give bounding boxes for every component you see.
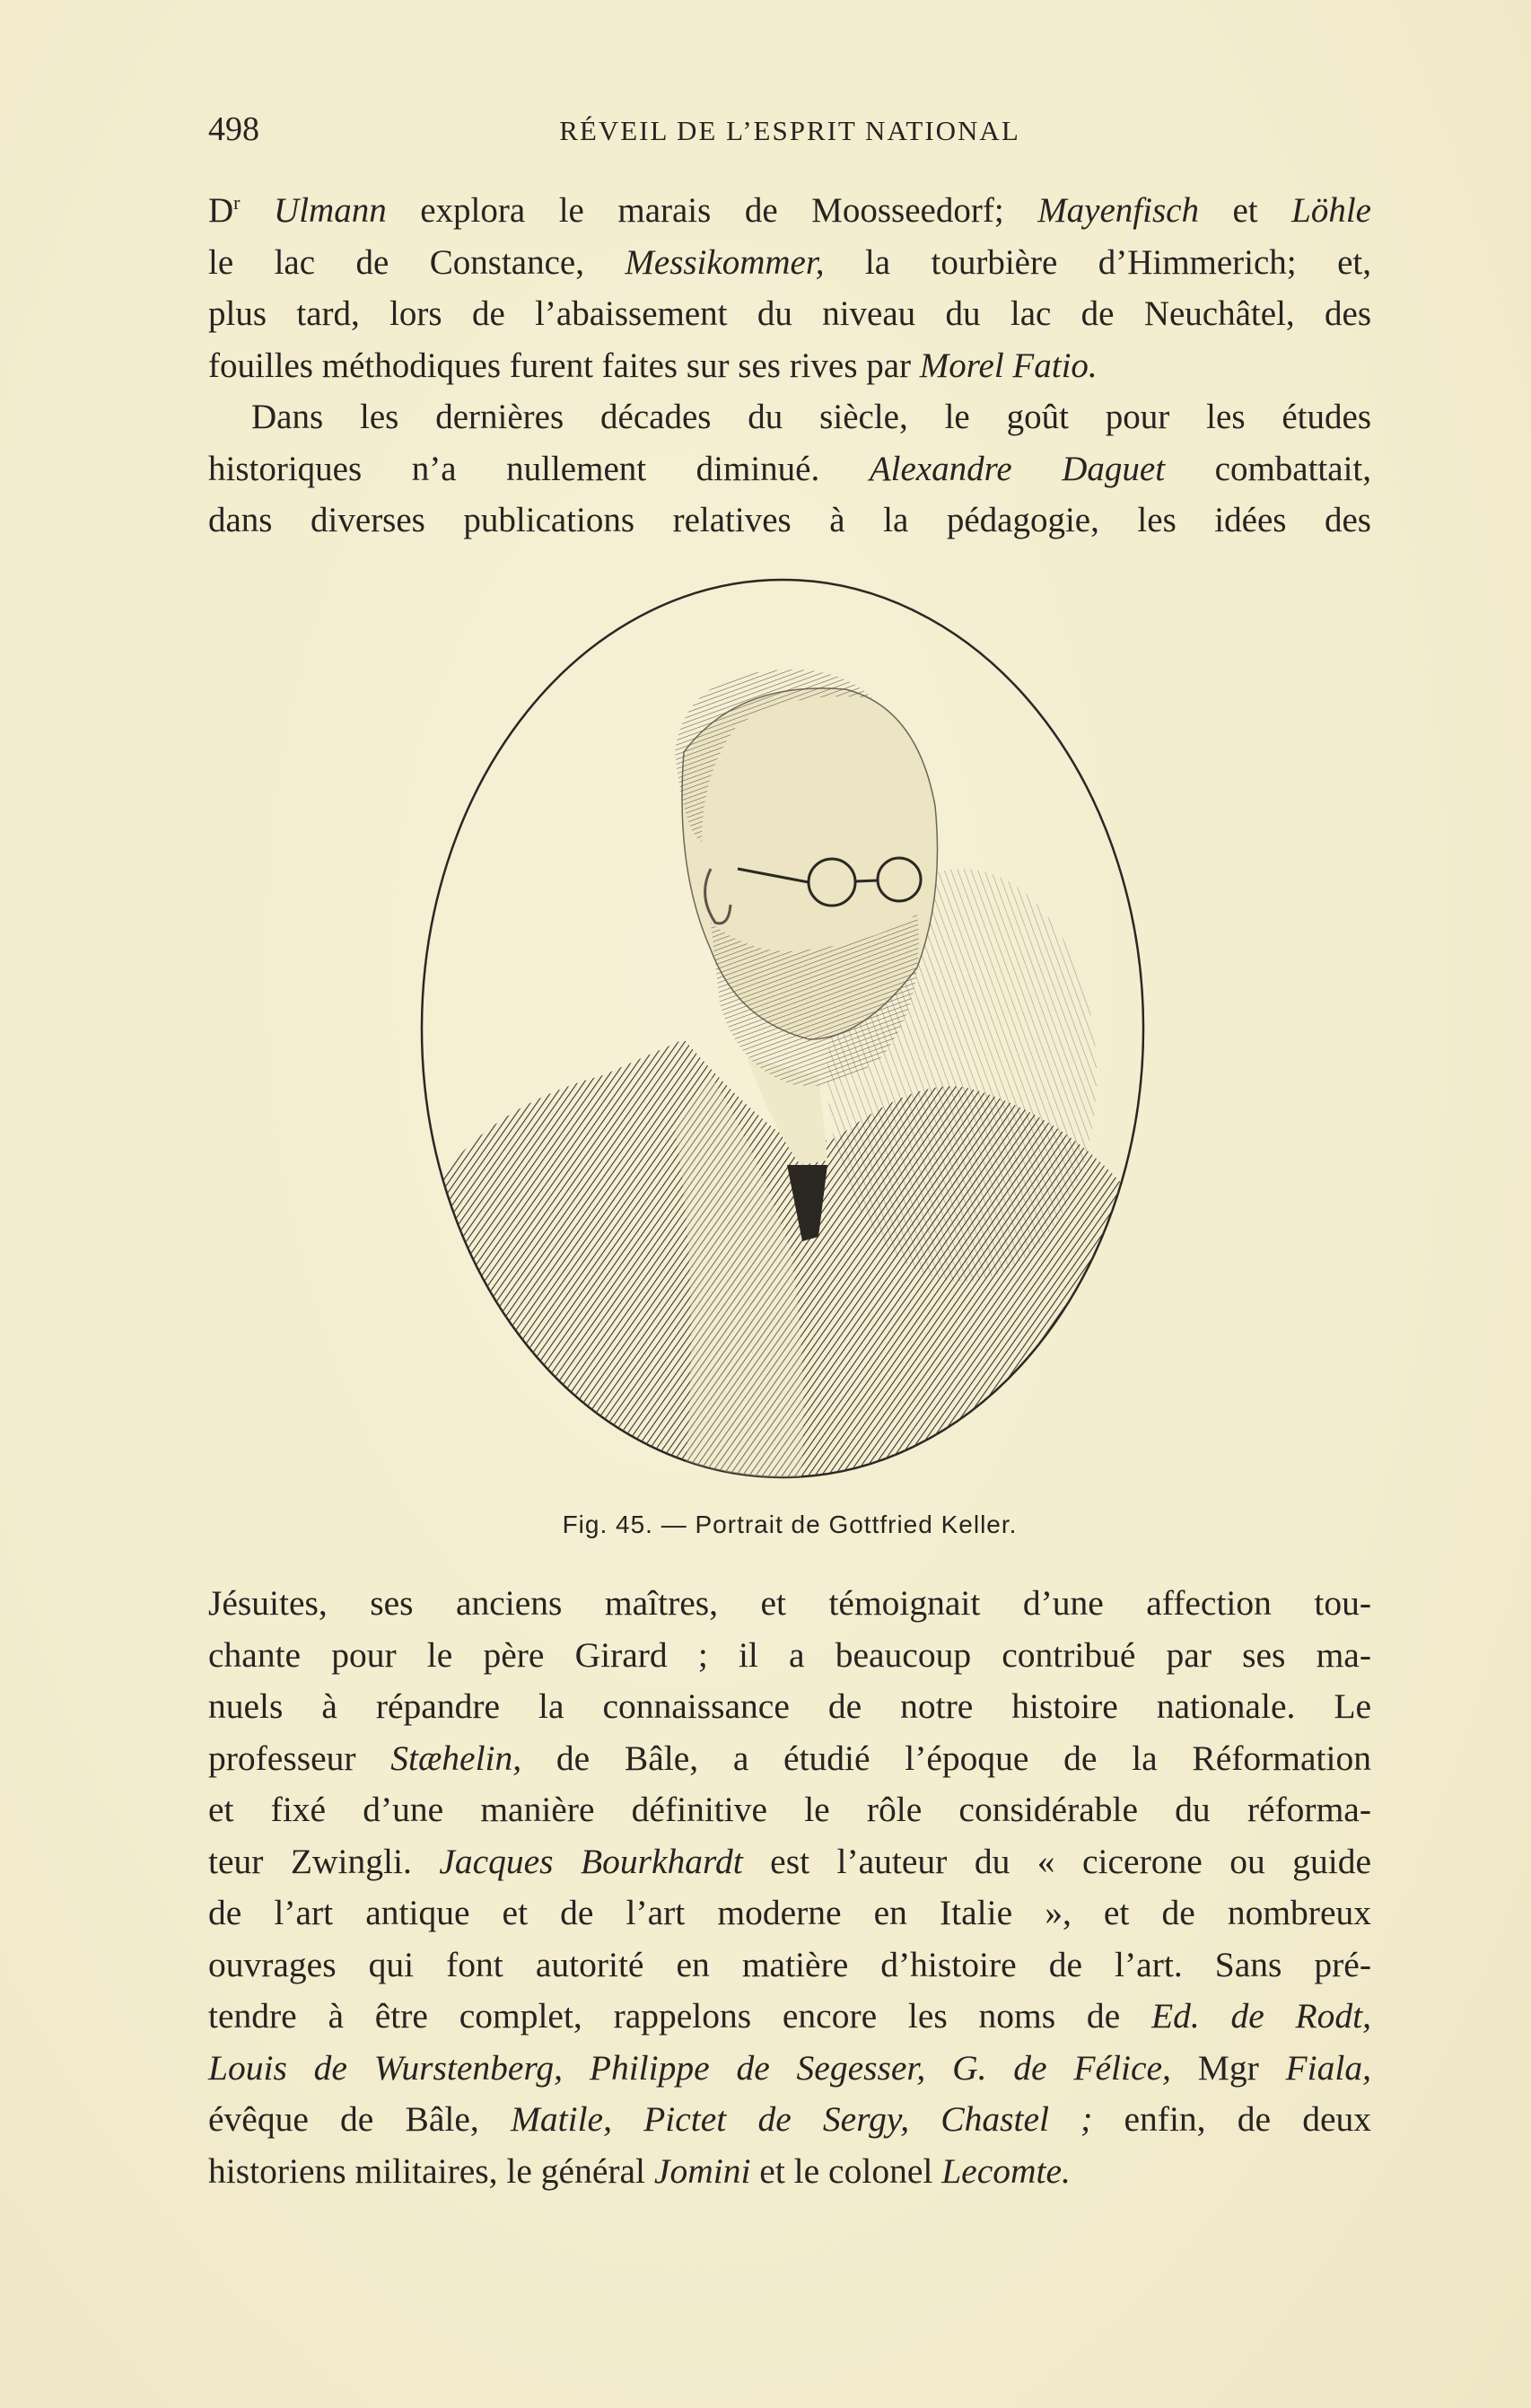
text-line: plus tard, lors de l’abaissement du niveau du lac de Neuchâtel, des	[208, 294, 1371, 333]
bottom-paragraph	[208, 1578, 1371, 2197]
text-line: Jésuites, ses anciens maîtres, et témoignait d’une affection tou-	[208, 1583, 1371, 1623]
text-line: évêque de Bâle, Matile, Pictet de Sergy, Chastel ; enfin, de deux	[208, 2099, 1371, 2139]
page-number: 498	[208, 110, 259, 148]
top-paragraphs	[208, 185, 1371, 547]
text-line: ouvrages qui font autorité en matière d’histoire de l’art. Sans pré-	[208, 1944, 1371, 1984]
text-line: Dans les dernières décades du siècle, le goût pour les études	[251, 398, 1371, 436]
text-line: professeur Stæhelin, de Bâle, a étudié l’époque de la Réformation	[208, 1738, 1371, 1778]
text-line: historiques n’a nullement diminué. Alexandre Daguet combattait,	[208, 449, 1371, 488]
text-line: chante pour le père Girard ; il a beaucoup contribué par ses ma-	[208, 1634, 1371, 1675]
text-line: et fixé d’une manière définitive le rôle considérable du réforma-	[208, 1790, 1371, 1829]
text-line: Louis de Wurstenberg, Philippe de Segesser, G. de Félice, Mgr Fiala,	[208, 2047, 1371, 2088]
text-line: de l’art antique et de l’art moderne en Italie », et de nombreux	[208, 1893, 1371, 1932]
text-line: dans diverses publications relatives à la pédagogie, les idées des	[208, 501, 1371, 539]
text-line: le lac de Constance, Messikommer, la tourbière d’Himmerich; et,	[208, 242, 1371, 282]
figure-caption: Fig. 45. — Portrait de Gottfried Keller.	[562, 1510, 1018, 1538]
portrait-engraving	[415, 573, 1150, 1488]
text-line: teur Zwingli. Jacques Bourkhardt est l’auteur du « cicerone ou guide	[208, 1841, 1371, 1881]
text-line: fouilles méthodiques furent faites sur ses rives par Morel Fatio.	[208, 346, 1098, 385]
running-title: RÉVEIL DE L’ESPRIT NATIONAL	[559, 115, 1020, 146]
text-line: $D^r$ Ulmann explora le marais de Moosseedorf; Mayenfisch et Löhle	[208, 191, 1371, 230]
page-header	[208, 109, 1371, 158]
text-line: historiens militaires, le général Jomini et le colonel Lecomte.	[208, 2150, 1071, 2191]
text-line: tendre à être complet, rappelons encore les noms de Ed. de Rodt,	[208, 1996, 1371, 2036]
text-line: nuels à répandre la connaissance de notre histoire nationale. Le	[208, 1686, 1371, 1726]
portrait-figure	[415, 573, 1150, 1488]
